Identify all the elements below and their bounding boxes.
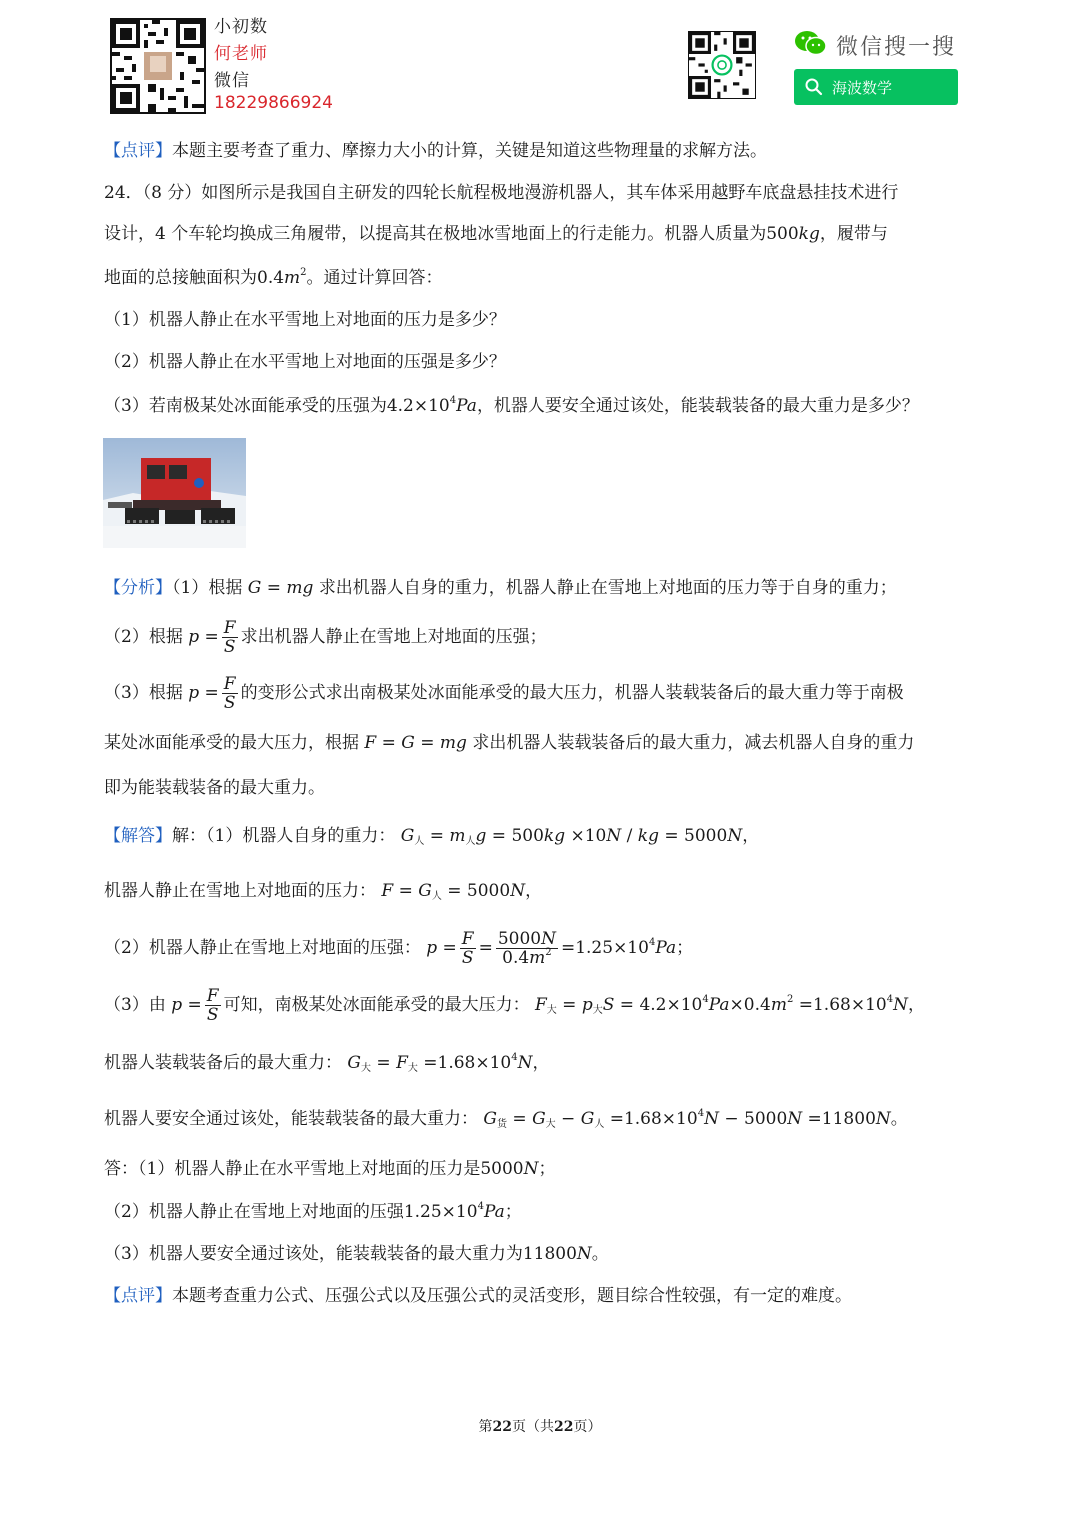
contact-line-3: 微信 bbox=[214, 71, 250, 91]
analysis-line-1 bbox=[104, 576, 897, 600]
handwritten-contact bbox=[214, 12, 334, 117]
formula-p-f-s: p = $\frac{F}{S}$ bbox=[188, 618, 236, 657]
area-value: $0.4m^2$ bbox=[257, 267, 307, 288]
answer-value: 5000N bbox=[480, 1159, 539, 1179]
wechat-search-button[interactable] bbox=[794, 69, 958, 105]
solution-text: 。 bbox=[890, 1109, 908, 1129]
right-qr-code-icon bbox=[688, 31, 756, 99]
question-24-line-3 bbox=[104, 266, 443, 290]
question-text: 。通过计算回答： bbox=[306, 268, 443, 288]
solution-text: ； bbox=[676, 938, 694, 958]
polar-robot-photo bbox=[103, 438, 246, 548]
solution-text: ， bbox=[525, 881, 543, 901]
solution-text: （2）机器人静止在雪地上对地面的压强： bbox=[104, 938, 421, 958]
answer-text: （2）机器人静止在雪地上对地面的压强 bbox=[104, 1202, 404, 1222]
analysis-text: （2）根据 bbox=[104, 627, 183, 647]
comment-text: 本题考查重力公式、压强公式以及压强公式的灵活变形，题目综合性较强，有一定的难度。 bbox=[172, 1286, 852, 1306]
analysis-tag: 【分析】 bbox=[104, 578, 172, 598]
solution-text: 机器人要安全通过该处，能装载装备的最大重力： bbox=[104, 1109, 478, 1129]
analysis-line-4 bbox=[104, 731, 914, 755]
comment-line-prev bbox=[104, 139, 767, 163]
answer-value: $1.25\times 10^4Pa$ bbox=[403, 1201, 505, 1222]
contact-line-2: 何老师 bbox=[214, 44, 268, 64]
comment-tag: 【点评】 bbox=[104, 141, 172, 161]
formula-f-g-mg: F = G = mg bbox=[364, 733, 467, 753]
analysis-text: 求出机器人静止在雪地上对地面的压强； bbox=[240, 627, 547, 647]
answer-value: 11800N bbox=[522, 1244, 592, 1264]
question-text: 24．（8 分）如图所示是我国自主研发的四轮长航程极地漫游机器人，其车体采用越野车底盘悬挂技术进行 bbox=[104, 183, 899, 203]
sub-question-3 bbox=[104, 394, 919, 418]
formula-force: $F = G_人 = 5000N$ bbox=[381, 881, 526, 902]
page-number: 22 bbox=[492, 1419, 512, 1435]
sub-question-text: （3）若南极某处冰面能承受的压强为 bbox=[104, 396, 387, 416]
contact-phone: 18229866924 bbox=[214, 93, 333, 113]
answer-line-1 bbox=[104, 1157, 555, 1181]
comment-text: 本题主要考查了重力、摩擦力大小的计算，关键是知道这些物理量的求解方法。 bbox=[172, 141, 767, 161]
answer-text: （3）机器人要安全通过该处，能装载装备的最大重力为 bbox=[104, 1244, 523, 1264]
solution-text: 机器人静止在雪地上对地面的压力： bbox=[104, 881, 376, 901]
solution-text: ， bbox=[532, 1053, 550, 1073]
analysis-text: 某处冰面能承受的最大压力，根据 bbox=[104, 733, 359, 753]
analysis-text: 求出机器人装载装备后的最大重力，减去机器人自身的重力 bbox=[472, 733, 915, 753]
sub-question-text: （1）机器人静止在水平雪地上对地面的压力是多少？ bbox=[104, 310, 506, 330]
footer-text: 第 bbox=[478, 1419, 493, 1435]
sub-question-1 bbox=[104, 308, 506, 332]
solution-line-1 bbox=[104, 824, 759, 848]
formula-p-f-s: p = $\frac{F}{S}$ bbox=[171, 986, 219, 1025]
solution-text: ， bbox=[907, 995, 925, 1015]
formula-p-f-s: p = $\frac{F}{S}$ bbox=[188, 674, 236, 713]
solution-text: 可知，南极某处冰面能承受的最大压力： bbox=[223, 995, 530, 1015]
answer-text: 。 bbox=[591, 1244, 609, 1264]
analysis-line-3 bbox=[104, 670, 904, 716]
comment-tag: 【点评】 bbox=[104, 1286, 172, 1306]
footer-text: 页（共 bbox=[512, 1419, 554, 1435]
sub-question-text: ，机器人要安全通过该处，能装载装备的最大重力是多少？ bbox=[476, 396, 919, 416]
comment-line bbox=[104, 1284, 852, 1308]
analysis-text: （1）根据 bbox=[172, 578, 243, 598]
footer-text: 页） bbox=[573, 1419, 602, 1435]
question-text: 地面的总接触面积为 bbox=[104, 268, 257, 288]
analysis-text: 求出机器人自身的重力，机器人静止在雪地上对地面的压力等于自身的重力； bbox=[318, 578, 897, 598]
analysis-text: 的变形公式求出南极某处冰面能承受的最大压力，机器人装载装备后的最大重力等于南极 bbox=[240, 683, 904, 703]
solution-text: ， bbox=[742, 826, 760, 846]
analysis-text: （3）根据 bbox=[104, 683, 183, 703]
formula-max-weight: $G_大 = F_大 =1.68\times 10^4N$ bbox=[347, 1052, 533, 1074]
solution-line-5 bbox=[104, 1051, 550, 1075]
search-icon bbox=[804, 77, 824, 97]
answer-line-3 bbox=[104, 1242, 609, 1266]
left-qr-code-icon bbox=[110, 18, 206, 114]
question-24-line-1 bbox=[104, 181, 898, 205]
question-text: ，履带与 bbox=[819, 224, 888, 244]
answer-line-2 bbox=[104, 1200, 522, 1224]
solution-tag: 【解答】 bbox=[104, 826, 172, 846]
solution-line-2 bbox=[104, 879, 542, 903]
solution-line-6 bbox=[104, 1107, 908, 1131]
solution-text: 解：（1）机器人自身的重力： bbox=[172, 826, 396, 846]
solution-line-4 bbox=[104, 982, 925, 1028]
search-button-label: 海波数学 bbox=[832, 78, 893, 97]
formula-g-mg: G = mg bbox=[247, 578, 314, 598]
pressure-limit: $4.2\times 10^4Pa$ bbox=[386, 395, 477, 416]
analysis-line-5 bbox=[104, 776, 325, 800]
solution-text: 机器人装载装备后的最大重力： bbox=[104, 1053, 342, 1073]
answer-text: 答：（1）机器人静止在水平雪地上对地面的压力是 bbox=[104, 1159, 481, 1179]
formula-pressure: p = $\frac{F}{S}$ = $\frac{5000N}{0.4m^2}$ $=1.25\times 10^4Pa$ bbox=[426, 929, 677, 968]
sub-question-2 bbox=[104, 350, 506, 374]
wechat-search-label: 微信搜一搜 bbox=[836, 35, 957, 60]
analysis-line-2 bbox=[104, 614, 547, 660]
solution-line-3 bbox=[104, 925, 693, 971]
mass-value: 500kg bbox=[766, 224, 820, 244]
answer-text: ； bbox=[504, 1202, 522, 1222]
wechat-icon bbox=[794, 30, 828, 56]
formula-max-force: $F_大 = p_大S = 4.2\times 10^4Pa\times 0.4m^2 =1.68\times 10^4N$ bbox=[534, 994, 908, 1016]
question-text: 设计，4 个车轮均换成三角履带，以提高其在极地冰雪地面上的行走能力。机器人质量为 bbox=[104, 224, 767, 244]
formula-cargo-weight: $G_货 = G_大 - G_人 =1.68\times 10^4N - 5000N =11800N$ bbox=[483, 1108, 891, 1130]
solution-text: （3）由 bbox=[104, 995, 166, 1015]
page-footer bbox=[0, 1416, 1080, 1436]
answer-text: ； bbox=[538, 1159, 556, 1179]
formula-weight: $G_人 = m_人g = 500kg \times 10N$ / kg = 5000N bbox=[400, 826, 743, 847]
contact-line-1: 小初数 bbox=[214, 17, 268, 37]
page-total: 22 bbox=[554, 1419, 574, 1435]
sub-question-text: （2）机器人静止在水平雪地上对地面的压强是多少？ bbox=[104, 352, 506, 372]
analysis-text: 即为能装载装备的最大重力。 bbox=[104, 778, 325, 798]
question-24-line-2 bbox=[104, 222, 888, 246]
